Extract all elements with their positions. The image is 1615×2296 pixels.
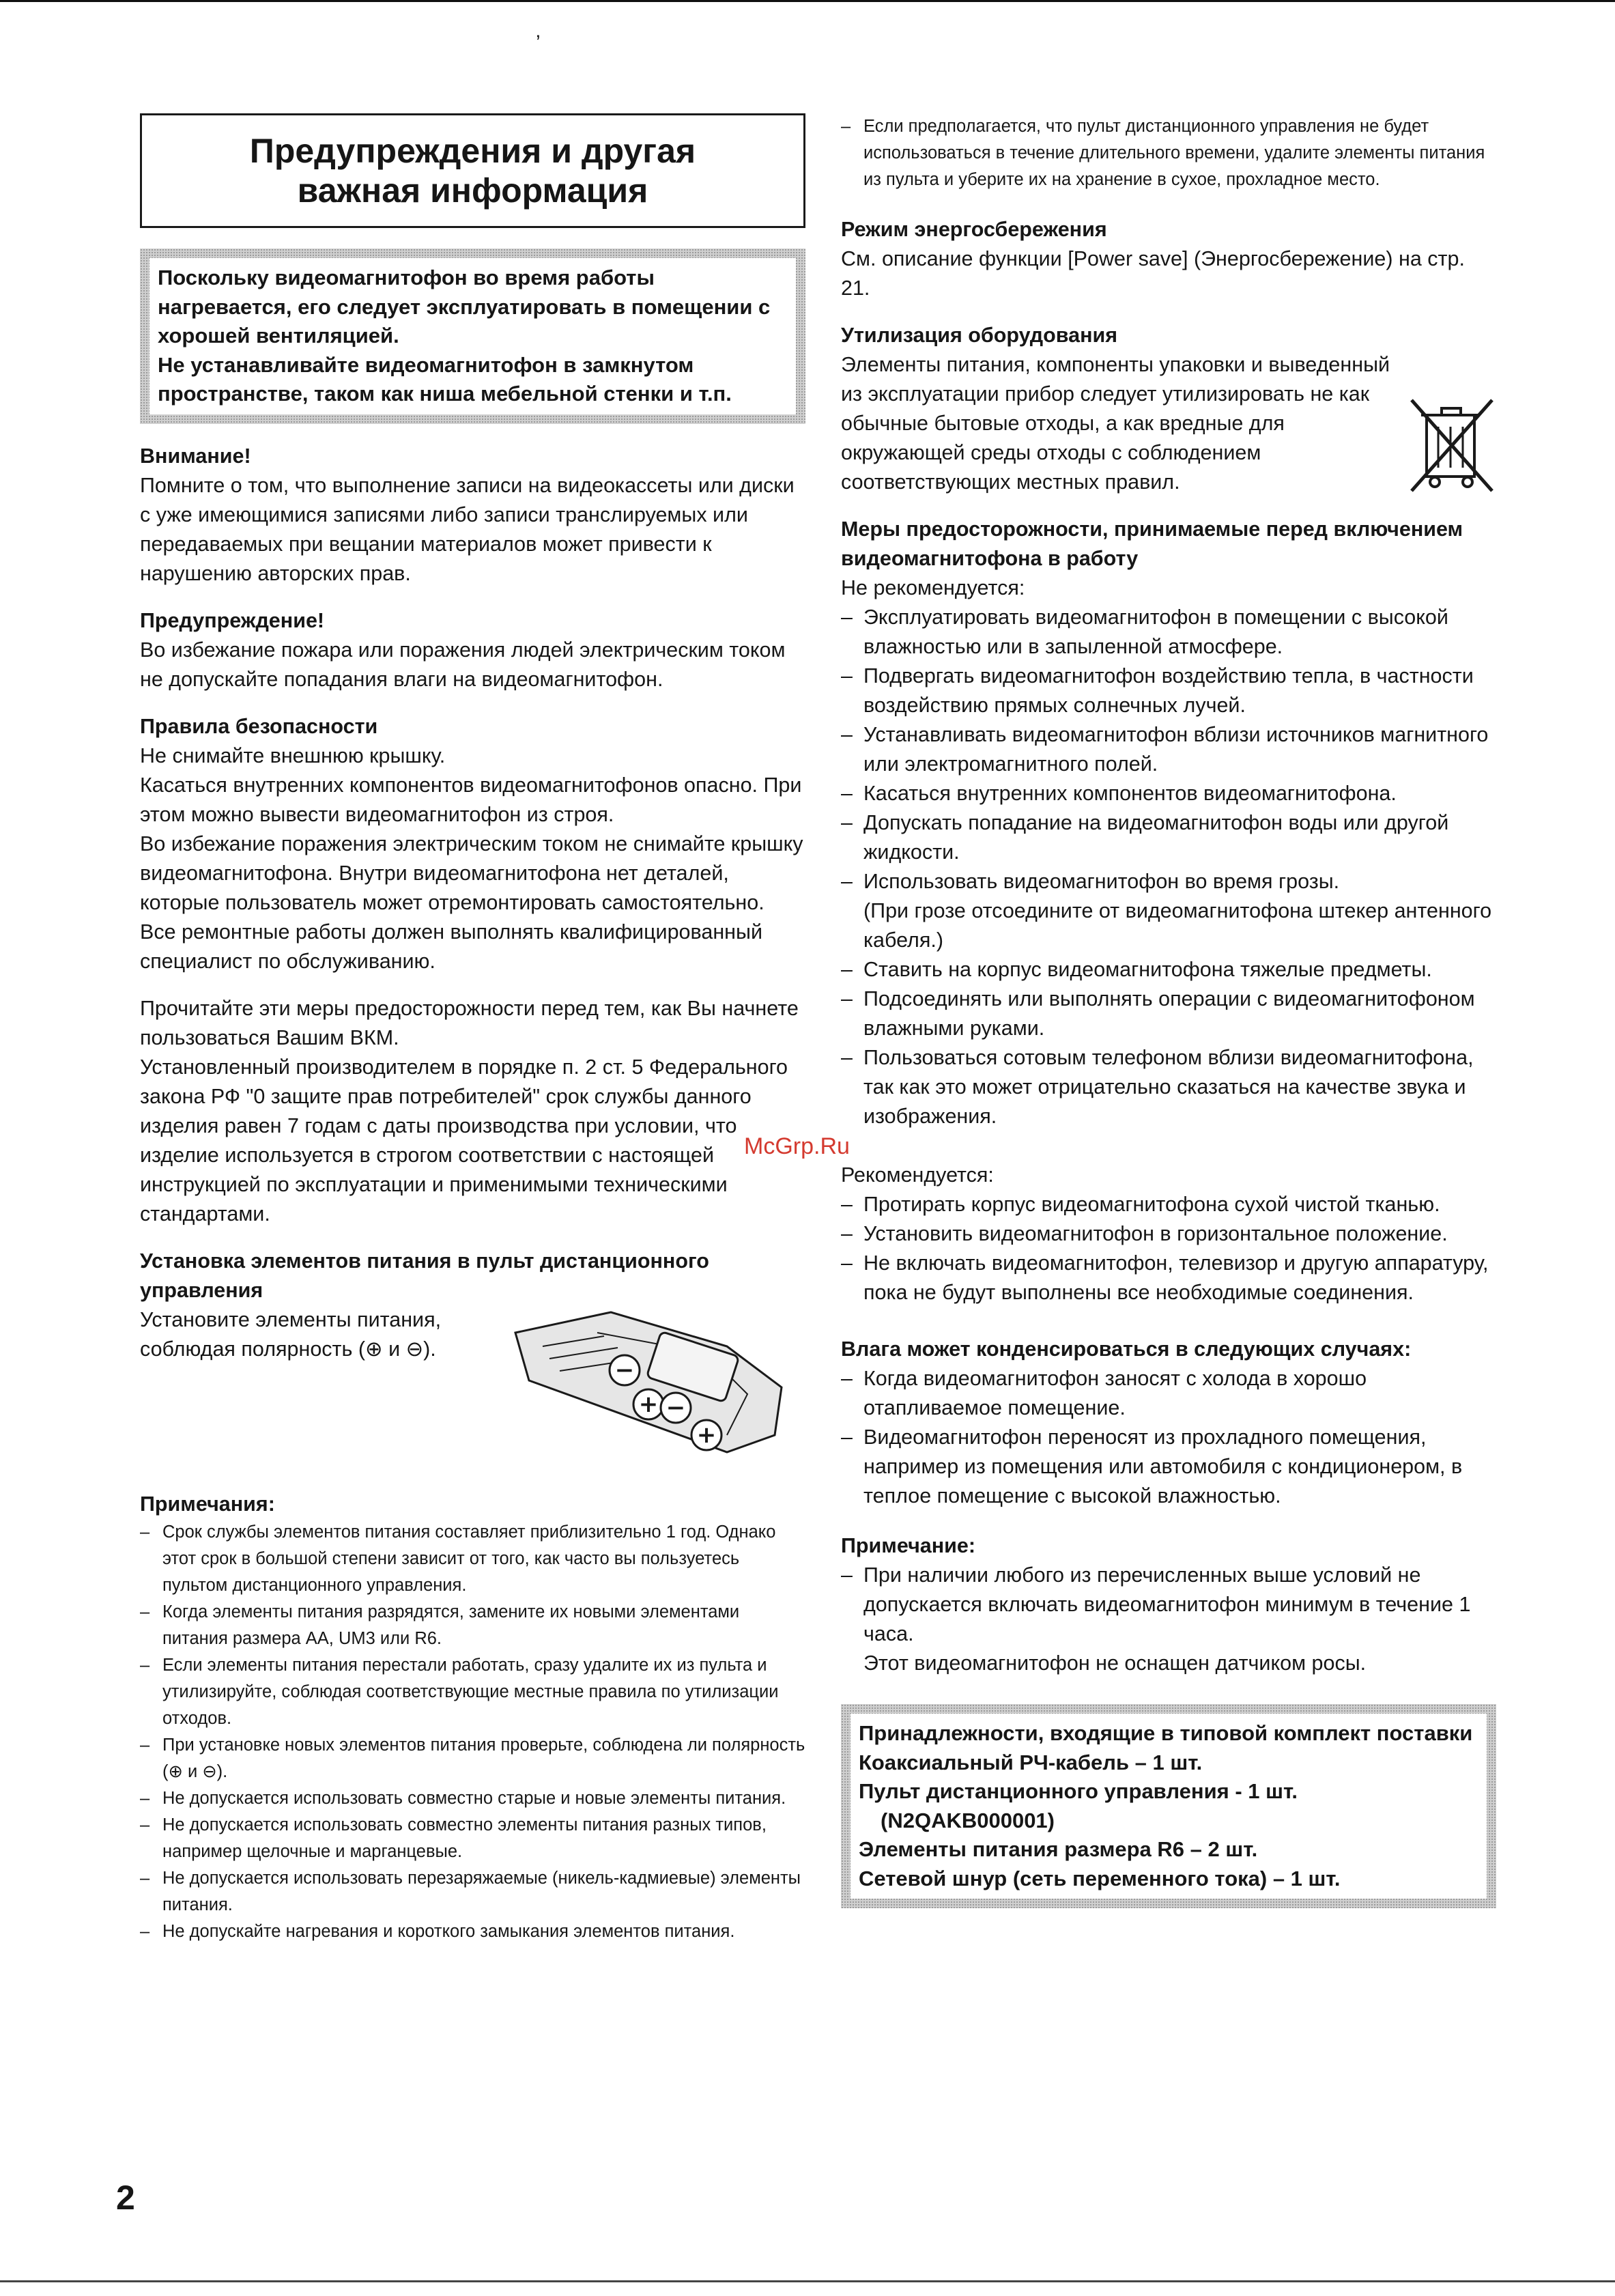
notes-left-list bbox=[140, 1519, 805, 1945]
safety-section bbox=[140, 712, 805, 976]
list-item: – Устанавливать видеомагнитофон вблизи источников магнитного или электромагнитного полей. bbox=[841, 720, 1496, 779]
list-item: – Не допускается использовать совместно элементы питания разных типов, например щелочные и марганцевые. bbox=[140, 1812, 805, 1865]
precautions-section bbox=[841, 515, 1496, 1307]
condensation-section bbox=[841, 1335, 1496, 1511]
list-item: – Пользоваться сотовым телефоном вблизи видеомагнитофона, так как это может отрицательно сказаться на качестве звука и изображения. bbox=[841, 1043, 1496, 1131]
title-box bbox=[140, 113, 805, 228]
disposal-line4: окружающей среды отходы с соблюдением bbox=[841, 441, 1261, 464]
accessories-box bbox=[841, 1704, 1496, 1908]
list-item: – Срок службы элементов питания составляет приблизительно 1 год. Однако этот срок в большой степени зависит от того, как часто вы пользуетесь пультом дистанционного управления. bbox=[140, 1519, 805, 1599]
list-item: – Если элементы питания перестали работать, сразу удалите их из пульта и утилизируйте, соблюдая соответствующие местные правила по утилизации отходов. bbox=[140, 1652, 805, 1732]
caution-section bbox=[140, 606, 805, 694]
disposal-line3: обычные бытовые отходы, а как вредные для bbox=[841, 412, 1285, 435]
note-right-extra: Этот видеомагнитофон не оснащен датчиком росы. bbox=[863, 1652, 1367, 1675]
not-recommended-list-continued bbox=[841, 955, 1496, 1131]
caution-heading: Предупреждение! bbox=[140, 608, 325, 632]
list-item: – Использовать видеомагнитофон во время грозы. bbox=[841, 867, 1496, 896]
caution-text: Во избежание пожара или поражения людей электрическим током не допускайте попадания влаги на видеомагнитофон. bbox=[140, 638, 786, 691]
warning-enclosure: Не устанавливайте видеомагнитофон в замкнутом пространстве, таком как ниша мебельной стенки и т.п. bbox=[158, 352, 732, 406]
warning-ventilation: Поскольку видеомагнитофон во время работы нагревается, его следует эксплуатировать в помещении с хорошей вентиляцией. bbox=[158, 266, 771, 348]
list-item: – Касаться внутренних компонентов видеомагнитофона. bbox=[841, 779, 1496, 808]
list-item: – Не допускается использовать совместно старые и новые элементы питания. bbox=[140, 1785, 805, 1812]
attention-heading: Внимание! bbox=[140, 444, 251, 468]
page-title: Предупреждения и другая важная информация bbox=[249, 132, 696, 210]
condensation-list bbox=[841, 1364, 1496, 1511]
note-right-section bbox=[841, 1531, 1496, 1678]
precautions-heading: Меры предосторожности, принимаемые перед включением видеомагнитофона в работу bbox=[841, 518, 1463, 570]
attention-section bbox=[140, 442, 805, 589]
disposal-heading: Утилизация оборудования bbox=[841, 324, 1118, 347]
disposal-line1: Элементы питания, компоненты упаковки и выведенный bbox=[841, 353, 1390, 376]
accessories-heading: Принадлежности, входящие в типовой комплект поставки bbox=[859, 1721, 1473, 1745]
crossed-bin-icon bbox=[1407, 396, 1496, 495]
safety-p3: Во избежание поражения электрическим током не снимайте крышку видеомагнитофона. Внутри видеомагнитофона нет деталей, которые пользователь может отремонтировать самостоятельно. Все ремонтные работы должен выполнять квалифицированный специалист по обслуживанию. bbox=[140, 832, 803, 973]
list-item: – Допускать попадание на видеомагнитофон воды или другой жидкости. bbox=[841, 808, 1496, 867]
top-rule bbox=[0, 0, 1615, 2]
remote-body-shape bbox=[515, 1312, 782, 1452]
right-column bbox=[841, 113, 1496, 1908]
accessory-item: Элементы питания размера R6 – 2 шт. bbox=[859, 1837, 1258, 1861]
list-item: – Протирать корпус видеомагнитофона сухой чистой тканью. bbox=[841, 1190, 1496, 1219]
disposal-line2: из эксплуатации прибор следует утилизировать не как bbox=[841, 382, 1370, 406]
list-item: – При установке новых элементов питания проверьте, соблюдена ли полярность (⊕ и ⊖). bbox=[140, 1732, 805, 1785]
disposal-section bbox=[841, 321, 1496, 497]
accessory-item: Коаксиальный РЧ-кабель – 1 шт. bbox=[859, 1750, 1203, 1774]
note-right-heading: Примечание: bbox=[841, 1534, 976, 1557]
battery-section bbox=[140, 1247, 805, 1462]
plus-sign-1: + bbox=[638, 1390, 659, 1418]
note-right-list bbox=[841, 1561, 1496, 1649]
read-first-p2: Установленный производителем в порядке п. 2 ст. 5 Федерального закона РФ "0 защите прав потребителей" срок службы данного изделия равен 7 годам с даты производства при условии, что изделие используется в строгом соответствии с настоящей инструкцией по эксплуатации и применимыми техническими стандартами. bbox=[140, 1055, 788, 1225]
storm-note: (При грозе отсоедините от видеомагнитофона штекер антенного кабеля.) bbox=[863, 899, 1492, 952]
bottom-rule bbox=[0, 2280, 1615, 2282]
watermark: McGrp.Ru bbox=[744, 1133, 850, 1159]
list-item: – Не включать видеомагнитофон, телевизор и другую аппаратуру, пока не будут выполнены все необходимые соединения. bbox=[841, 1249, 1496, 1307]
disposal-line5: соответствующих местных правил. bbox=[841, 470, 1180, 494]
minus-sign-1: − bbox=[614, 1356, 635, 1384]
safety-p2: Касаться внутренних компонентов видеомагнитофонов опасно. При этом можно вывести видеомагнитофон из строя. bbox=[140, 773, 802, 826]
recommended-label: Рекомендуется: bbox=[841, 1163, 994, 1187]
safety-heading: Правила безопасности bbox=[140, 714, 378, 738]
list-item: – Когда элементы питания разрядятся, замените их новыми элементами питания размера АА, UM3 или R6. bbox=[140, 1599, 805, 1652]
accessory-item: Пульт дистанционного управления - 1 шт. bbox=[859, 1779, 1298, 1803]
battery-text: Установите элементы питания, соблюдая полярность (⊕ и ⊖). bbox=[140, 1307, 442, 1361]
not-recommended-label: Не рекомендуется: bbox=[841, 576, 1025, 599]
list-item: – Когда видеомагнитофон заносят с холода в хорошо отапливаемое помещение. bbox=[841, 1364, 1496, 1423]
list-item: – Установить видеомагнитофон в горизонтальное положение. bbox=[841, 1219, 1496, 1249]
recommended-list bbox=[841, 1190, 1496, 1307]
notes-left-section bbox=[140, 1490, 805, 1945]
list-item: – Видеомагнитофон переносят из прохладного помещения, например из помещения или автомобиля с кондиционером, в теплое помещение с высокой влажностью. bbox=[841, 1423, 1496, 1511]
power-save-section bbox=[841, 215, 1496, 303]
remote-battery-illustration bbox=[502, 1305, 802, 1462]
list-item: – При наличии любого из перечисленных выше условий не допускается включать видеомагнитофон минимум в течение 1 часа. bbox=[841, 1561, 1496, 1649]
condensation-heading: Влага может конденсироваться в следующих случаях: bbox=[841, 1337, 1412, 1361]
storage-note: – Если предполагается, что пульт дистанционного управления не будет использоваться в течение длительного времени, удалите элементы питания из пульта и уберите их на хранение в сухое, прохладное место. bbox=[841, 113, 1496, 193]
read-first-p1: Прочитайте эти меры предосторожности перед тем, как Вы начнете пользоваться Вашим ВКМ. bbox=[140, 996, 799, 1049]
stray-mark: ’ bbox=[536, 31, 541, 54]
safety-p1: Не снимайте внешнюю крышку. bbox=[140, 743, 446, 767]
read-first-section bbox=[140, 994, 805, 1229]
accessory-item: Сетевой шнур (сеть переменного тока) – 1 шт. bbox=[859, 1866, 1341, 1890]
minus-sign-2: − bbox=[666, 1393, 686, 1421]
notes-left-heading: Примечания: bbox=[140, 1492, 275, 1516]
list-item: – Не допускается использовать перезаряжаемые (никель-кадмиевые) элементы питания. bbox=[140, 1865, 805, 1918]
battery-heading: Установка элементов питания в пульт дистанционного управления bbox=[140, 1249, 709, 1302]
list-item: – Ставить на корпус видеомагнитофона тяжелые предметы. bbox=[841, 955, 1496, 984]
attention-text: Помните о том, что выполнение записи на видеокассеты или диски с уже имеющимися записями либо записи транслируемых или передаваемых при вещании материалов может привести к нарушению авторских прав. bbox=[140, 473, 795, 585]
accessory-item: (N2QAKB000001) bbox=[881, 1808, 1055, 1832]
not-recommended-list bbox=[841, 603, 1496, 896]
power-save-text: См. описание функции [Power save] (Энергосбережение) на стр. 21. bbox=[841, 247, 1465, 300]
list-item: – Подсоединять или выполнять операции с видеомагнитофоном влажными руками. bbox=[841, 984, 1496, 1043]
left-column bbox=[140, 113, 805, 1945]
power-save-heading: Режим энергосбережения bbox=[841, 218, 1107, 241]
storage-note-list bbox=[841, 113, 1496, 193]
list-item: – Подвергать видеомагнитофон воздействию тепла, в частности воздействию прямых солнечных лучей. bbox=[841, 662, 1496, 720]
list-item: – Эксплуатировать видеомагнитофон в помещении с высокой влажностью или в запыленной атмосфере. bbox=[841, 603, 1496, 662]
list-item: – Не допускайте нагревания и короткого замыкания элементов питания. bbox=[140, 1918, 805, 1945]
warning-box bbox=[140, 249, 805, 424]
page-number: 2 bbox=[116, 2179, 135, 2217]
plus-sign-2: + bbox=[696, 1421, 717, 1449]
